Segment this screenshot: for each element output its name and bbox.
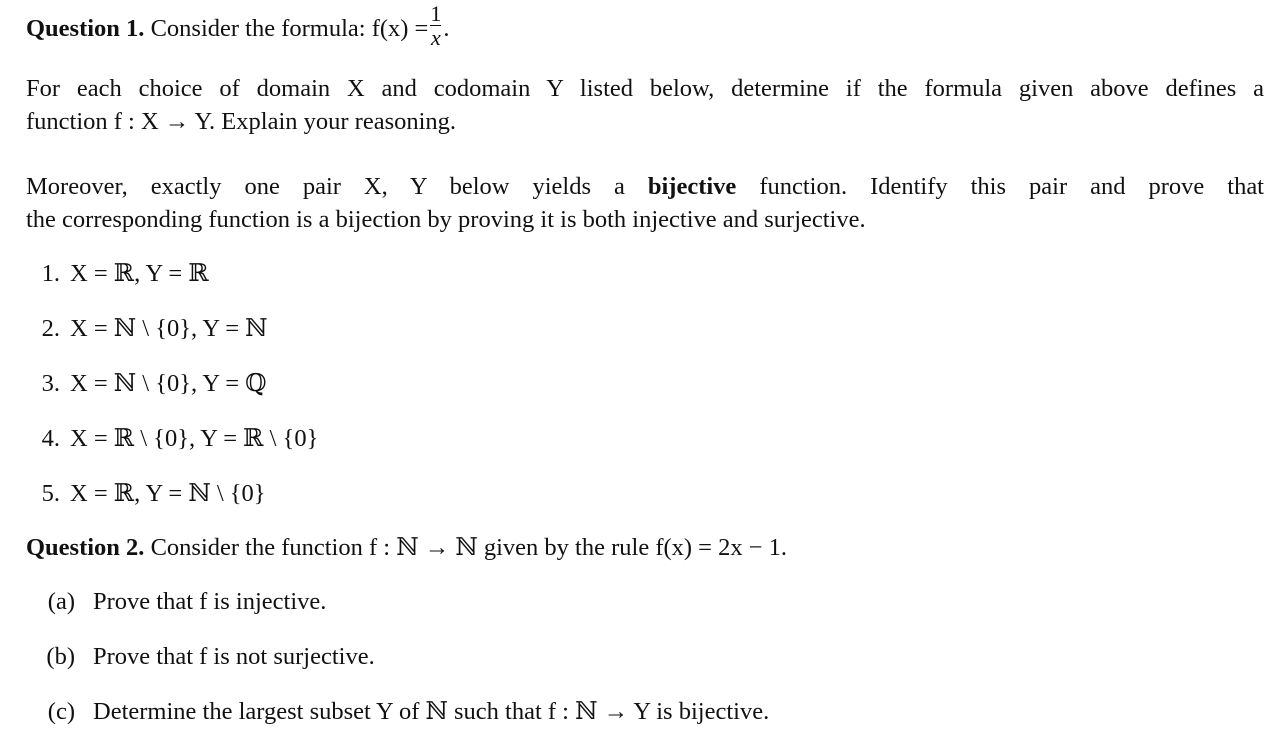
list-item	[26, 424, 318, 454]
paragraph-2-text-a: Moreover, exactly one pair X, Y below yields a	[26, 173, 625, 200]
paragraph-1-line-2: function f : X → Y. Explain your reasoning.	[26, 108, 457, 135]
list-item-number: 2.	[41, 315, 60, 342]
question-1-heading	[26, 1, 450, 52]
list-item-number: 5.	[41, 480, 60, 507]
fraction-numerator: 1	[430, 1, 442, 26]
list-item-text: X = ℝ \ {0}, Y = ℝ \ {0}	[70, 425, 319, 452]
fraction-denominator: x	[430, 25, 441, 50]
sub-question-label: (b)	[46, 643, 75, 670]
sub-question-text: Determine the largest subset Y of ℕ such that f : ℕ → Y is bijective.	[93, 698, 770, 725]
list-item-text: X = ℝ, Y = ℕ \ {0}	[70, 480, 266, 507]
list-item-text: X = ℝ, Y = ℝ	[70, 260, 209, 287]
sub-question	[0, 642, 375, 672]
list-item	[26, 369, 267, 399]
sub-question-text: Prove that f is injective.	[93, 588, 327, 615]
formula-lhs: f(x) =	[371, 15, 429, 43]
formula-end: .	[443, 15, 450, 43]
question-1-label: Question 1.	[26, 15, 145, 43]
list-item-text: X = ℕ \ {0}, Y = ℕ	[70, 315, 268, 342]
paragraph-2-line-1	[26, 172, 1264, 202]
formula-fraction	[430, 1, 442, 50]
paragraph-1-line-1: For each choice of domain X and codomain Y listed below, determine if the formula given above defines a	[26, 75, 1264, 102]
list-item	[26, 479, 266, 509]
list-item-number: 3.	[41, 370, 60, 397]
paragraph-2-line-2: the corresponding function is a bijection by proving it is both injective and surjective.	[26, 206, 866, 233]
list-item-number: 4.	[41, 425, 60, 452]
sub-question	[0, 587, 326, 617]
list-item	[26, 259, 209, 289]
sub-question-text: Prove that f is not surjective.	[93, 643, 375, 670]
list-item-text: X = ℕ \ {0}, Y = ℚ	[70, 370, 267, 397]
question-1-intro: Consider the formula:	[150, 15, 366, 43]
paragraph-2-text-b: function. Identify this pair and prove that	[759, 173, 1264, 200]
question-2-heading	[26, 533, 787, 563]
sub-question-label: (a)	[47, 588, 75, 615]
sub-question-label: (c)	[47, 698, 75, 725]
bijective-term: bijective	[647, 173, 737, 200]
sub-question	[0, 697, 769, 727]
question-2-intro: Consider the function f : ℕ → ℕ given by the rule f(x) = 2x − 1.	[150, 534, 788, 561]
list-item	[26, 314, 268, 344]
list-item-number: 1.	[41, 260, 60, 287]
question-2-label: Question 2.	[26, 534, 145, 561]
